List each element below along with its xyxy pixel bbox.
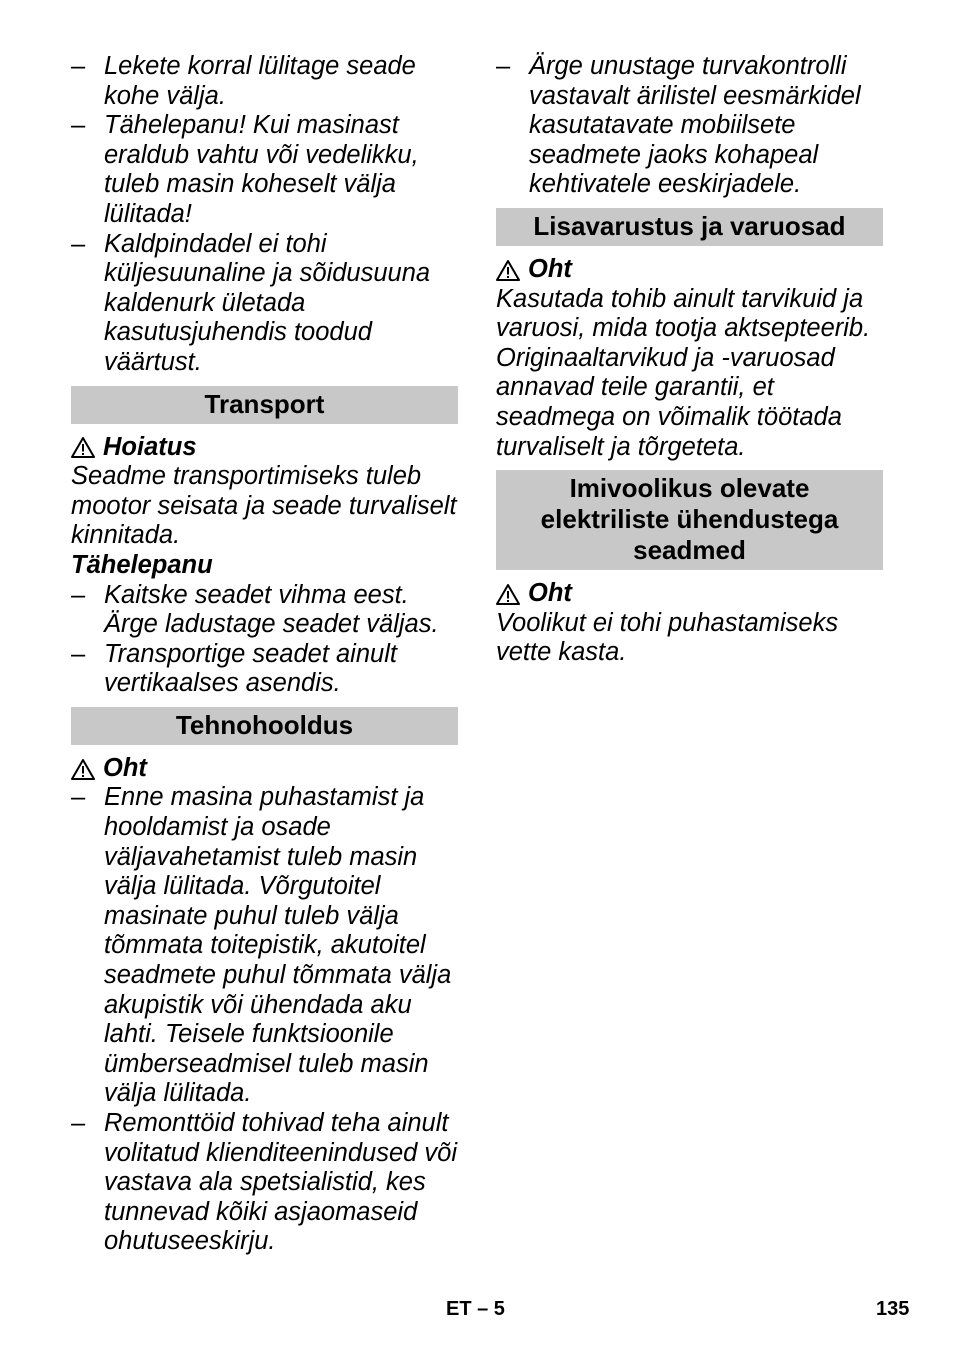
dash-bullet: – (71, 580, 86, 609)
intro-list-right (496, 52, 883, 200)
dash-bullet: – (71, 1109, 86, 1137)
right-column (496, 52, 883, 668)
warning-label: Hoiatus (71, 433, 458, 463)
list-item: – Tähelepanu! Kui masinast eraldub vahtu või vedelikku, tuleb masin koheselt välja lülitada! (71, 111, 419, 228)
dash-bullet: – (71, 639, 86, 668)
footer-section-code: ET – 5 (446, 1298, 505, 1320)
section-heading-accessories: Lisavarustus ja varuosad (496, 208, 883, 246)
danger-label: Oht (71, 754, 458, 784)
list-item: – Lekete korral lülitage seade kohe välja. (71, 52, 416, 110)
list-item: – Transportige seadet ainult vertikaalses asendis. (71, 639, 397, 698)
intro-list-left (71, 52, 458, 378)
list-item: – Ärge unustage turvakontrolli vastavalt ärilistel eesmärkidel kasutatavate mobiilsete seadmete jaoks kohapeal kehtivatele eeskirjadele. (496, 52, 861, 199)
transport-note-list (71, 581, 458, 699)
warning-triangle-icon (496, 583, 520, 605)
list-item: – Kaitske seadet vihma eest. Ärge ladustage seadet väljas. (71, 580, 439, 639)
warning-triangle-icon (71, 758, 95, 780)
warning-triangle-icon (496, 259, 520, 281)
danger-label: Oht (496, 255, 883, 285)
suction-hose-text: Voolikut ei tohi puhastamiseks vette kasta. (496, 608, 839, 667)
list-item: – Remonttöid tohivad teha ainult volitatud klienditeenindused või vastava ala spetsialistid, kes tunnevad kõiki asjaomaseid ohutuseeskirju. (71, 1109, 457, 1256)
note-label: Tähelepanu (71, 550, 213, 579)
warning-triangle-icon (71, 436, 95, 458)
left-column (71, 52, 458, 1257)
list-item: – Enne masina puhastamist ja hooldamist ja osade väljavahetamist tuleb masin välja lülitada. Võrgutoitel masinate puhul tuleb välja tõmmata toitepistik, akutoitel seadmete puhul tõmmata välja akupistik või ühendada aku lahti. Teisele funktsioonile ümberseadmisel tuleb masin välja lülitada. (71, 783, 452, 1108)
dash-bullet: – (71, 52, 86, 80)
section-heading-transport: Transport (71, 386, 458, 424)
dash-bullet: – (496, 52, 511, 80)
dash-bullet: – (71, 229, 86, 258)
section-heading-suction-hose: Imivoolikus olevate elektriliste ühendustega seadmed (496, 470, 883, 570)
dash-bullet: – (71, 111, 86, 140)
accessories-text: Kasutada tohib ainult tarvikuid ja varuosi, mida tootja aktsepteerib. Originaaltarvikud ja -varuosad annavad teile garantii, et seadmega on võimalik töötada turvaliselt ja tõrgeteta. (496, 284, 871, 461)
list-item: – Kaldpindadel ei tohi küljesuunaline ja sõidusuuna kaldenurk ületada kasutusjuhendis toodud väärtust. (71, 229, 431, 376)
dash-bullet: – (71, 783, 86, 812)
footer-page-number: 135 (876, 1298, 910, 1320)
section-heading-maintenance: Tehnohooldus (71, 707, 458, 745)
danger-label: Oht (496, 579, 883, 609)
transport-warning-text: Seadme transportimiseks tuleb mootor seisata ja seade turvaliselt kinnitada. (71, 462, 457, 550)
maintenance-list (71, 783, 458, 1257)
